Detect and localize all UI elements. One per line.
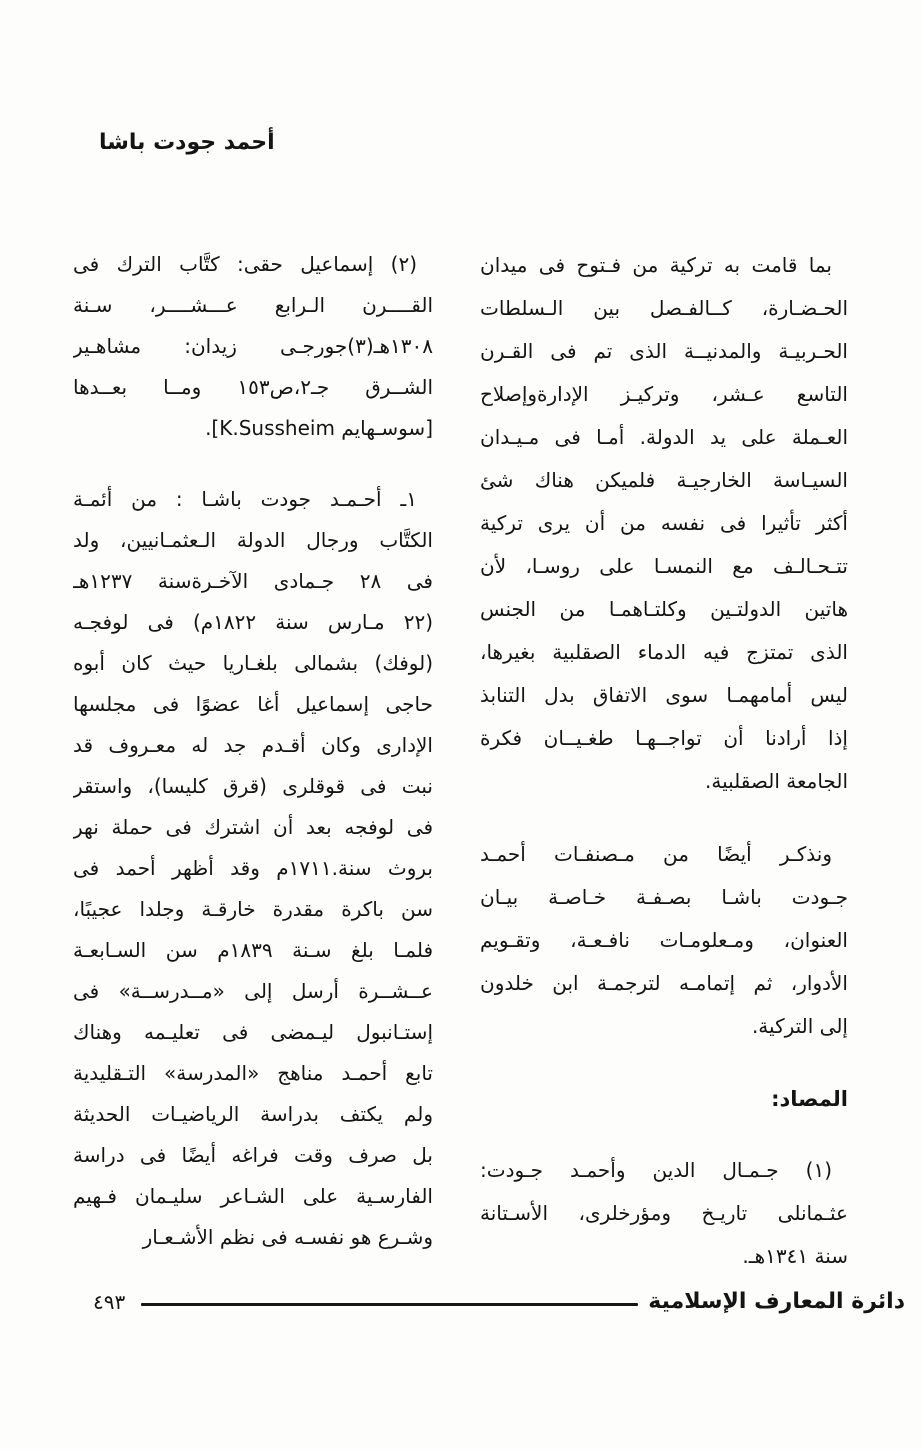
text-line: نبت فى قوقلرى (قرق كليسا)، واستقر bbox=[73, 774, 433, 798]
column-right bbox=[480, 244, 848, 1278]
text-line: فلمـا بلغ سـنة ١٨٣٩م سن السـابعـة bbox=[73, 938, 433, 962]
text-line: بل صرف وقت فراغه أيضًا فى دراسة bbox=[73, 1143, 433, 1167]
text-line: هاتين الدولتـين وكلتـاهمـا من الجنس bbox=[480, 597, 848, 621]
text-line: ليس أمامهمـا سوى الاتفاق بدل التنابذ bbox=[480, 683, 848, 707]
text-line: تابع أحمـد مناهج «المدرسة» التـقليدية bbox=[73, 1061, 433, 1085]
text-line: الكتَّاب ورجال الدولة الـعثمـانيين، ولد bbox=[73, 528, 433, 552]
text-line: العنوان، ومـعلومـات نافـعـة، وتقـويم bbox=[480, 928, 848, 952]
text-line: ولم يكتف بدراسة الرياضيـات الحديثة bbox=[73, 1102, 433, 1126]
paragraph bbox=[73, 479, 433, 1258]
text-line: أكثر تأثيرا فى نفسه من أن يرى تركية bbox=[480, 511, 848, 535]
text-line: إستـانبول ليـمضى فى تعليـمه وهناك bbox=[73, 1020, 433, 1044]
text-line: فى لوفجه بعد أن اشترك فى حملة نهر bbox=[73, 815, 433, 839]
text-line: الشــرق جـ٢،ص١٥٣ ومــا بعــدها bbox=[73, 375, 433, 399]
text-line: سنة ١٣٤١هـ. bbox=[742, 1244, 848, 1268]
text-line: الحـربيـة والمدنيــة الذى تم فى القـرن bbox=[480, 339, 848, 363]
text-line: الجامعة الصقلبية. bbox=[705, 769, 848, 793]
text-line: حاجى إسماعيل أغا عضوًا فى مجلسها bbox=[73, 692, 433, 716]
text-line: السيـاسة الخارجيـة فلميكن هناك شئ bbox=[480, 468, 848, 492]
text-line: فى ٢٨ جـمادى الآخـرةسنة ١٢٣٧هـ bbox=[73, 569, 433, 593]
publication-title: دائرة المعارف الإسلامية bbox=[648, 1288, 905, 1314]
text-line: سن باكرة مقدرة خارقـة وجلدا عجيبًا، bbox=[73, 897, 433, 921]
text-line: التاسع عـشر، وتركيـز الإدارةوإصلاح bbox=[480, 382, 848, 406]
text-line: الأدوار، ثم إتمامـه لترجمـة ابن خلدون bbox=[480, 971, 848, 995]
text-line: ١ـ أحـمـد جودت باشـا : من أئمـة bbox=[73, 487, 417, 511]
text-line: الذى تمتزج فيه الدماء الصقلبية بغيرها، bbox=[480, 640, 848, 664]
text-line: الفارسـية على الشـاعر سليـمان فـهيم bbox=[73, 1184, 433, 1208]
text-line: جـودت باشـا بصـفـة خـاصـة بيـان bbox=[480, 885, 848, 909]
page-number: ٤٩٣ bbox=[93, 1290, 126, 1314]
paragraph bbox=[480, 244, 848, 803]
paragraph bbox=[480, 1149, 848, 1278]
text-line: (لوفك) بشمالى بلغـاريا حيث كان أبوه bbox=[73, 651, 433, 675]
column-left bbox=[73, 244, 433, 1258]
text-line: (٢) إسماعيل حقى: كتَّاب الترك فى bbox=[73, 252, 417, 276]
section-heading: المصاد: bbox=[771, 1087, 848, 1111]
text-line: العـملة على يد الدولة. أمـا فى مـيـدان bbox=[480, 425, 848, 449]
text-line: إلى التركية. bbox=[751, 1014, 848, 1038]
text-line: [سوسـهايم K.Sussheim]. bbox=[205, 416, 433, 440]
text-line: ونذكـر أيضًا من مـصنفـات أحمـد bbox=[480, 842, 832, 866]
text-line: عثـمانلى تاريـخ ومؤرخلرى، الأسـتانة bbox=[480, 1201, 848, 1225]
text-line: الإدارى وكان أقـدم جد له معـروف قد bbox=[73, 733, 433, 757]
text-line: إذا أرادنا أن تواجــهـا طغـيــان فكرة bbox=[480, 726, 848, 750]
text-line: تتـحـالـف مع النمسـا على روسـا، لأن bbox=[480, 554, 848, 578]
page-footer bbox=[93, 1285, 905, 1321]
text-line: بروث سنة.١٧١١م وقد أظهر أحمد فى bbox=[73, 856, 433, 880]
text-line: ١٣٠٨هـ(٣)جورجـى زيدان: مشاهـير bbox=[73, 334, 433, 358]
text-line: عــشــرة أرسل إلى «مــدرســة» فى bbox=[73, 979, 433, 1003]
text-line: (١) جـمـال الدين وأحمـد جـودت: bbox=[480, 1158, 832, 1182]
paragraph bbox=[73, 244, 433, 449]
text-line: القــــرن الـرابع عـــشــــر، سـنة bbox=[73, 293, 433, 317]
running-head-article-title: أحمد جودت باشا bbox=[99, 130, 275, 155]
footer-rule bbox=[141, 1303, 638, 1306]
text-line: وشـرع هو نفسـه فى نظم الأشـعـار bbox=[142, 1225, 433, 1249]
paragraph bbox=[480, 833, 848, 1048]
text-line: الحـضـارة، كــالفـصل بين الـسلطات bbox=[480, 296, 848, 320]
text-line: بما قامت به تركية من فـتوح فى ميدان bbox=[480, 253, 832, 277]
text-line: (٢٢ مـارس سنة ١٨٢٢م) فى لوفجـه bbox=[73, 610, 433, 634]
